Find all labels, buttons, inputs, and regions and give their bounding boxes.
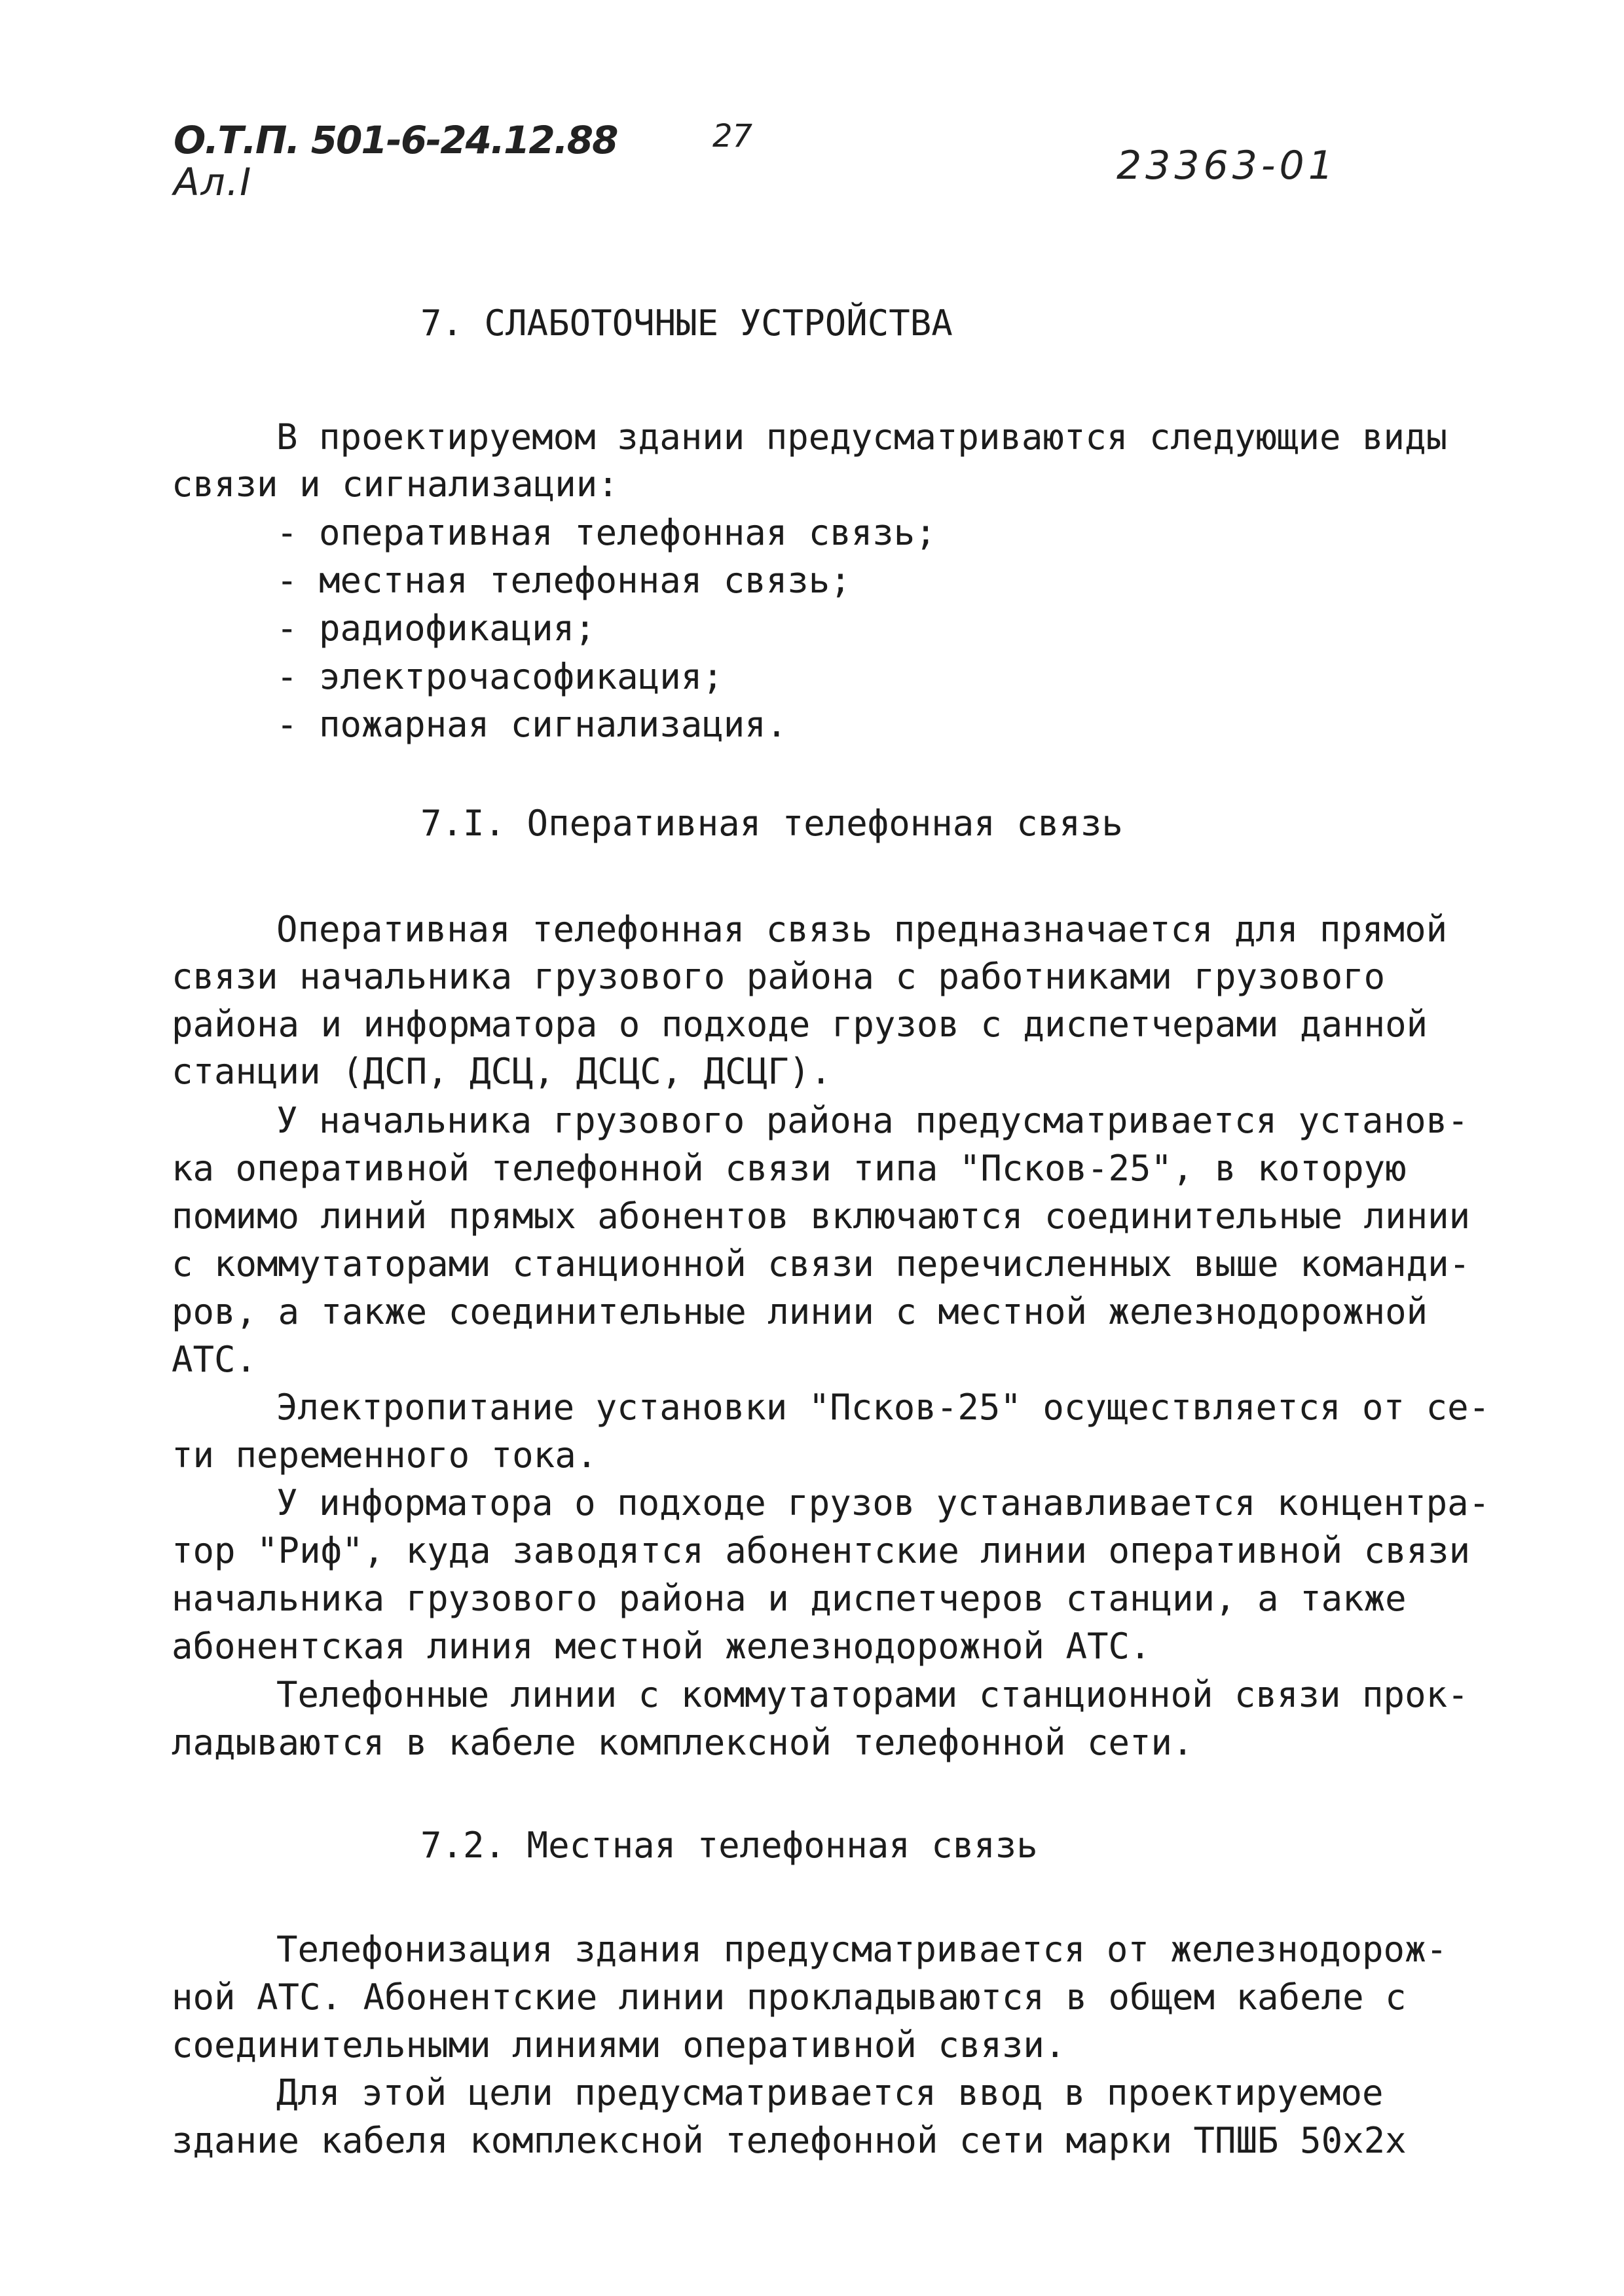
paragraph-line: У информатора о подходе грузов устанавливается концентра- — [276, 1482, 1490, 1523]
paragraph-line: абонентская линия местной железнодорожной АТС. — [172, 1626, 1151, 1667]
paragraph-line: ров, а также соединительные линии с местной железнодорожной — [172, 1291, 1428, 1332]
paragraph-line: помимо линий прямых абонентов включаются соединительные линии — [172, 1195, 1471, 1237]
paragraph-line: Оперативная телефонная связь предназначается для прямой — [276, 909, 1448, 950]
paragraph-line: тор "Риф", куда заводятся абонентские линии оперативной связи — [172, 1530, 1471, 1571]
document-number: 23363-01 — [1116, 143, 1337, 189]
list-item: - пожарная сигнализация. — [276, 704, 788, 745]
list-item: - оперативная телефонная связь; — [276, 512, 936, 553]
intro-line: связи и сигнализации: — [172, 464, 619, 505]
paragraph-line: с коммутаторами станционной связи перечисленных выше команди- — [172, 1243, 1471, 1285]
paragraph-line: связи начальника грузового района с работниками грузового — [172, 956, 1386, 997]
paragraph-line: ка оперативной телефонной связи типа "Псков-25", в которую — [172, 1148, 1407, 1189]
section-title: 7. СЛАБОТОЧНЫЕ УСТРОЙСТВА — [420, 302, 953, 344]
list-item: - радиофикация; — [276, 608, 596, 649]
paragraph-line: здание кабеля комплексной телефонной сети марки ТПШБ 50х2х — [172, 2120, 1407, 2161]
subsection-title: 7.2. Местная телефонная связь — [420, 1825, 1038, 1866]
paragraph-line: ти переменного тока. — [172, 1434, 598, 1476]
paragraph-line: ной АТС. Абонентские линии прокладываются в общем кабеле с — [172, 1977, 1407, 2018]
subsection-title: 7.I. Оперативная телефонная связь — [420, 803, 1123, 844]
paragraph-line: начальника грузового района и диспетчеров станции, а также — [172, 1578, 1407, 1619]
sheet-label: Ал.I — [174, 160, 253, 204]
paragraph-line: Телефонные линии с коммутаторами станционной связи прок- — [276, 1674, 1469, 1715]
paragraph-line: АТС. — [172, 1339, 257, 1380]
page-number: 27 — [712, 118, 753, 155]
document-reference-code: О.Т.П. 501-6-24.12.88 — [174, 118, 618, 162]
intro-line: В проектируемом здании предусматриваются следующие виды — [276, 416, 1448, 458]
paragraph-line: У начальника грузового района предусматривается установ- — [276, 1100, 1469, 1141]
paragraph-line: Электропитание установки "Псков-25" осуществляется от се- — [276, 1387, 1490, 1428]
list-item: - электрочасофикация; — [276, 656, 724, 697]
paragraph-line: соединительными линиями оперативной связи. — [172, 2024, 1066, 2066]
paragraph-line: станции (ДСП, ДСЦ, ДСЦС, ДСЦГ). — [172, 1051, 832, 1092]
paragraph-line: Телефонизация здания предусматривается от железнодорож- — [276, 1929, 1448, 1970]
paragraph-line: ладываются в кабеле комплексной телефонной сети. — [172, 1722, 1194, 1763]
list-item: - местная телефонная связь; — [276, 560, 851, 601]
paragraph-line: Для этой цели предусматривается ввод в проектируемое — [276, 2072, 1384, 2113]
paragraph-line: района и информатора о подходе грузов с диспетчерами данной — [172, 1004, 1428, 1045]
